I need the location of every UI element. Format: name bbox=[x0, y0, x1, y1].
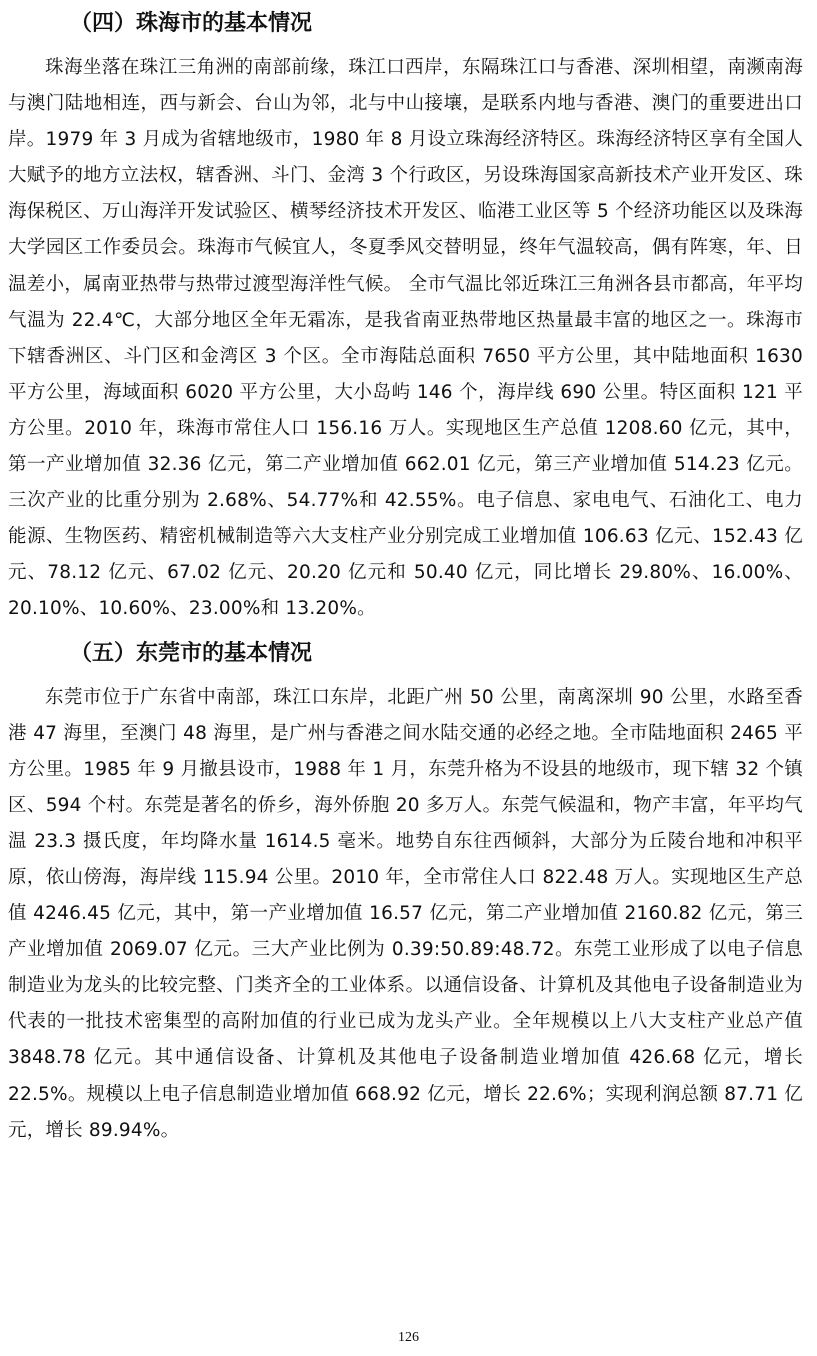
section-heading-zhuhai: （四）珠海市的基本情况 bbox=[70, 10, 313, 36]
document-page bbox=[8, 0, 803, 1149]
paragraph-dongguan: 东莞市位于广东省中南部，珠江口东岸，北距广州 50 公里，南离深圳 90 公里，水路至香港 47 海里，至澳门 48 海里，是广州与香港之间水陆交通的必经之地。全市陆地面积 2465 平方公里。1985 年 9 月撤县设市，1988 年 1 月，东莞升格为不设县的地级市，现下辖 32 个镇区、594 个村。东莞是著名的侨乡，海外侨胞 20 多万人。东莞气候温和，物产丰富，年平均气温 23.3 摄氏度，年均降水量 1614.5 毫米。地势自东往西倾斜，大部分为丘陵台地和冲积平原，依山傍海，海岸线 115.94 公里。2010 年，全市常住人口 822.48 万人。实现地区生产总值 4246.45 亿元，其中，第一产业增加值 16.57 亿元，第二产业增加值 2160.82 亿元，第三产业增加值 2069.07 亿元。三大产业比例为 0.39:50.89:48.72。东莞工业形成了以电子信息制造业为龙头的比较完整、门类齐全的工业体系。以通信设备、计算机及其他电子设备制造业为代表的一批技术密集型的高附加值的行业已成为龙头产业。全年规模以上八大支柱产业总产值 3848.78 亿元。其中通信设备、计算机及其他电子设备制造业增加值 426.68 亿元，增长 22.5%。规模以上电子信息制造业增加值 668.92 亿元，增长 22.6%；实现利润总额 87.71 亿元，增长 89.94%。 bbox=[8, 686, 803, 1141]
paragraph-zhuhai: 珠海坐落在珠江三角洲的南部前缘，珠江口西岸，东隔珠江口与香港、深圳相望，南濒南海与澳门陆地相连，西与新会、台山为邻，北与中山接壤，是联系内地与香港、澳门的重要进出口岸。1979 年 3 月成为省辖地级市，1980 年 8 月设立珠海经济特区。珠海经济特区享有全国人大赋予的地方立法权，辖香洲、斗门、金湾 3 个行政区，另设珠海国家高新技术产业开发区、珠海保税区、万山海洋开发试验区、横琴经济技术开发区、临港工业区等 5 个经济功能区以及珠海大学园区工作委员会。珠海市气候宜人，冬夏季风交替明显，终年气温较高，偶有阵寒，年、日温差小，属南亚热带与热带过渡型海洋性气候。 全市气温比邻近珠江三角洲各县市都高，年平均气温为 22.4℃，大部分地区全年无霜冻，是我省南亚热带地区热量最丰富的地区之一。珠海市下辖香洲区、斗门区和金湾区 3 个区。全市海陆总面积 7650 平方公里，其中陆地面积 1630 平方公里，海域面积 6020 平方公里，大小岛屿 146 个，海岸线 690 公里。特区面积 121 平方公里。2010 年，珠海市常住人口 156.16 万人。实现地区生产总值 1208.60 亿元，其中，第一产业增加值 32.36 亿元，第二产业增加值 662.01 亿元，第三产业增加值 514.23 亿元。三次产业的比重分别为 2.68%、54.77%和 42.55%。电子信息、家电电气、石油化工、电力能源、生物医药、精密机械制造等六大支柱产业分别完成工业增加值 106.63 亿元、152.43 亿元、78.12 亿元、67.02 亿元、20.20 亿元和 50.40 亿元，同比增长 29.80%、16.00%、20.10%、10.60%、23.00%和 13.20%。 bbox=[8, 57, 803, 620]
section-heading-dongguan: （五）东莞市的基本情况 bbox=[70, 639, 313, 666]
page-number: 126 bbox=[398, 1330, 419, 1345]
